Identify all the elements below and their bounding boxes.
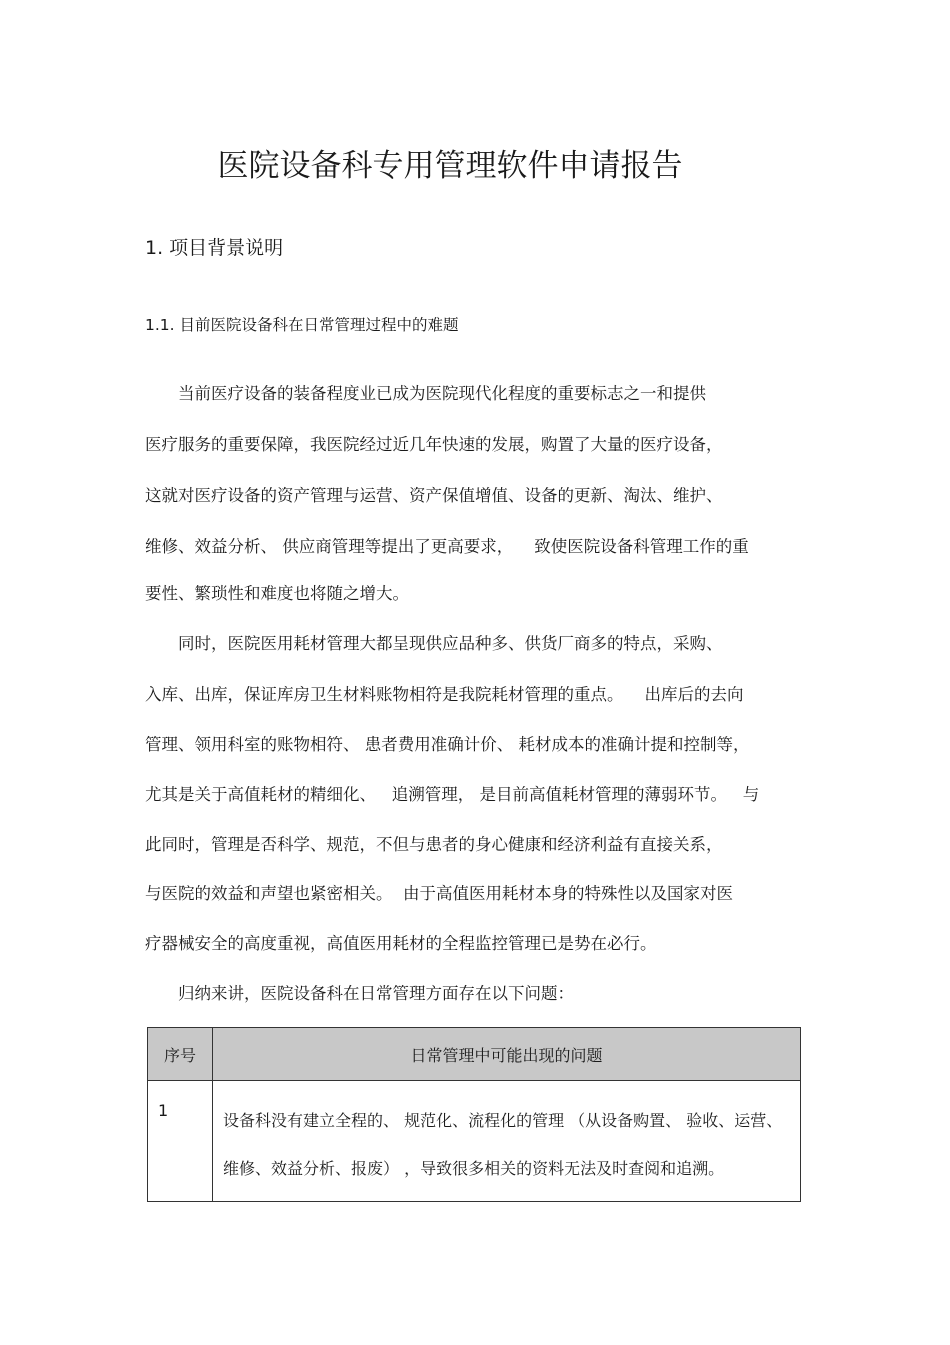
row-number: 1 — [148, 1081, 213, 1202]
row-description: 设备科没有建立全程的、 规范化、流程化的管理 （从设备购置、 验收、运营、维修、效益分析、报废） ，导致很多相关的资料无法及时查阅和追溯。 — [213, 1081, 801, 1202]
paragraph-line: 这就对医疗设备的资产管理与运营、资产保值增值、设备的更新、淘汰、维护、 — [145, 486, 723, 505]
paragraph-3: 归纳来讲，医院设备科在日常管理方面存在以下问题： — [178, 984, 574, 1003]
table-header-row — [148, 1028, 801, 1081]
issues-table — [147, 1027, 801, 1202]
table-row — [148, 1081, 801, 1202]
paragraph-line: 与医院的效益和声望也紧密相关。 由于高值医用耗材本身的特殊性以及国家对医 — [145, 884, 733, 903]
paragraph-line: 维修、效益分析、 供应商管理等提出了更高要求， 致使医院设备科管理工作的重 — [145, 537, 749, 556]
paragraph-line: 同时，医院医用耗材管理大都呈现供应品种多、供货厂商多的特点，采购、 — [178, 634, 723, 653]
paragraph-line: 要性、繁琐性和难度也将随之增大。 — [145, 584, 409, 603]
section-heading: 1. 项目背景说明 — [145, 237, 284, 259]
paragraph-line: 此同时，管理是否科学、规范，不但与患者的身心健康和经济利益有直接关系， — [145, 835, 723, 854]
paragraph-line: 医疗服务的重要保障，我医院经过近几年快速的发展，购置了大量的医疗设备， — [145, 435, 723, 454]
column-header-issue: 日常管理中可能出现的问题 — [213, 1028, 801, 1081]
paragraph-line: 尤其是关于高值耗材的精细化、 追溯管理， 是目前高值耗材管理的薄弱环节。 与 — [145, 785, 760, 804]
document-title: 医院设备科专用管理软件申请报告 — [217, 148, 683, 184]
paragraph-line: 当前医疗设备的装备程度业已成为医院现代化程度的重要标志之一和提供 — [178, 384, 706, 403]
subsection-heading: 1.1. 目前医院设备科在日常管理过程中的难题 — [145, 316, 459, 334]
paragraph-line: 入库、出库，保证库房卫生材料账物相符是我院耗材管理的重点。 出库后的去向 — [145, 685, 744, 704]
paragraph-line: 疗器械安全的高度重视，高值医用耗材的全程监控管理已是势在必行。 — [145, 934, 657, 953]
paragraph-line: 管理、领用科室的账物相符、 患者费用准确计价、 耗材成本的准确计提和控制等， — [145, 735, 750, 754]
column-header-number: 序号 — [148, 1028, 213, 1081]
